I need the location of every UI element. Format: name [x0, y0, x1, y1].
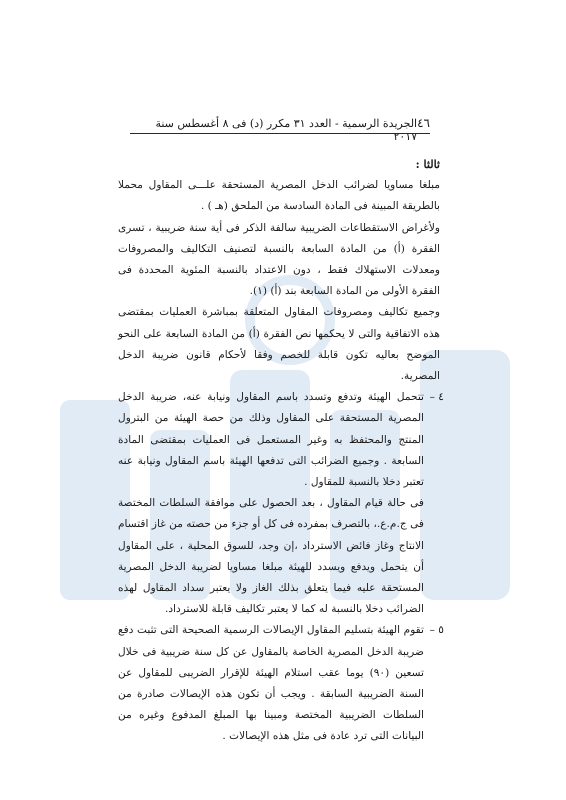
header-divider — [130, 133, 430, 134]
paragraph: ولأغراض الاستقطاعات الضريبية سالفة الذكر فى أية سنة ضريبية ، تسرى الفقرة (أ) من المادة السابعة بالنسبة لتصنيف التكاليف والمصروفات ومعدلات الاستهلاك فقط ، دون الاعتداد بالنسبة المئوية المحددة فى الفقرة الأولى من المادة السابعة بند (أ) (١). — [118, 221, 440, 298]
document-body — [118, 154, 444, 748]
paragraph: مبلغا مساويا لضرائب الدخل المصرية المستحقة علـــى المقاول محملا بالطريقة المبينة فى المادة السادسة من الملحق (هـ ) . — [118, 179, 440, 213]
item-number: ٤ – — [429, 391, 444, 404]
page-number: ٤٦ — [417, 116, 430, 130]
list-item — [118, 387, 444, 493]
gazette-title: الجريدة الرسمية - العدد ٣١ مكرر (د) فى ٨ أغسطس سنة ٢٠١٧ — [155, 117, 418, 143]
item-text: تتحمل الهيئة وتدفع وتسدد باسم المقاول ونيابة عنه، ضريبة الدخل المصرية المستحقة على المقاول وذلك من حصة الهيئة من البترول المنتج والمحتفظ به وغير المستعمل فى العمليات بمقتضى المادة السابعة . وجميع الضرائب التى تدفعها الهيئة باسم المقاول ونيابة عنه تعتبر دخلا بالنسبة للمقاول . — [118, 391, 424, 489]
page-header — [130, 116, 430, 143]
sub-paragraph: فى حالة قيام المقاول ، بعد الحصول على موافقة السلطات المختصة فى ج.م.ع.، بالتصرف بمفرده فى كل أو جزء من حصته من غاز اقتسام الانتاج وغاز فائض الاسترداد ،إن وجد، للسوق المحلية ، على المقاول أن يتحمل ويدفع ويسدد للهيئة مبلغا مساويا لضريبة الدخل المصرية المستحقة عليه فيما يتعلق بذلك الغاز ولا يعتبر سداد المقاول لهذه الضرائب دخلا بالنسبة له كما لا يعتبر تكاليف قابلة للاسترداد. — [118, 497, 424, 616]
item-text: تقوم الهيئة بتسليم المقاول الإيصالات الرسمية الصحيحة التى تثبت دفع ضريبة الدخل المصرية الخاصة بالمقاول عن كل سنة ضريبية فى خلال تسعين (٩٠) يوما عقب استلام الهيئة للإقرار الضريبى للمقاول عن السنة الضريبية السابقة . ويجب أن تكون هذه الإيصالات صادرة من السلطات الضريبية المختصة ومبينا بها المبلغ المدفوع وغيره من البيانات التى ترد عادة فى مثل هذه الإيصالات . — [118, 624, 424, 743]
section-heading: ثالثا : — [415, 158, 440, 171]
paragraph: وجميع تكاليف ومصروفات المقاول المتعلقة بمباشرة العمليات بمقتضى هذه الاتفاقية والتى لا يحكمها نص الفقرة (أ) من المادة السابعة على النحو الموضح بعاليه تكون قابلة للخصم وفقا لأحكام قانون ضريبة الدخل المصرية. — [118, 306, 440, 383]
list-item — [118, 620, 444, 747]
item-number: ٥ – — [429, 624, 444, 637]
